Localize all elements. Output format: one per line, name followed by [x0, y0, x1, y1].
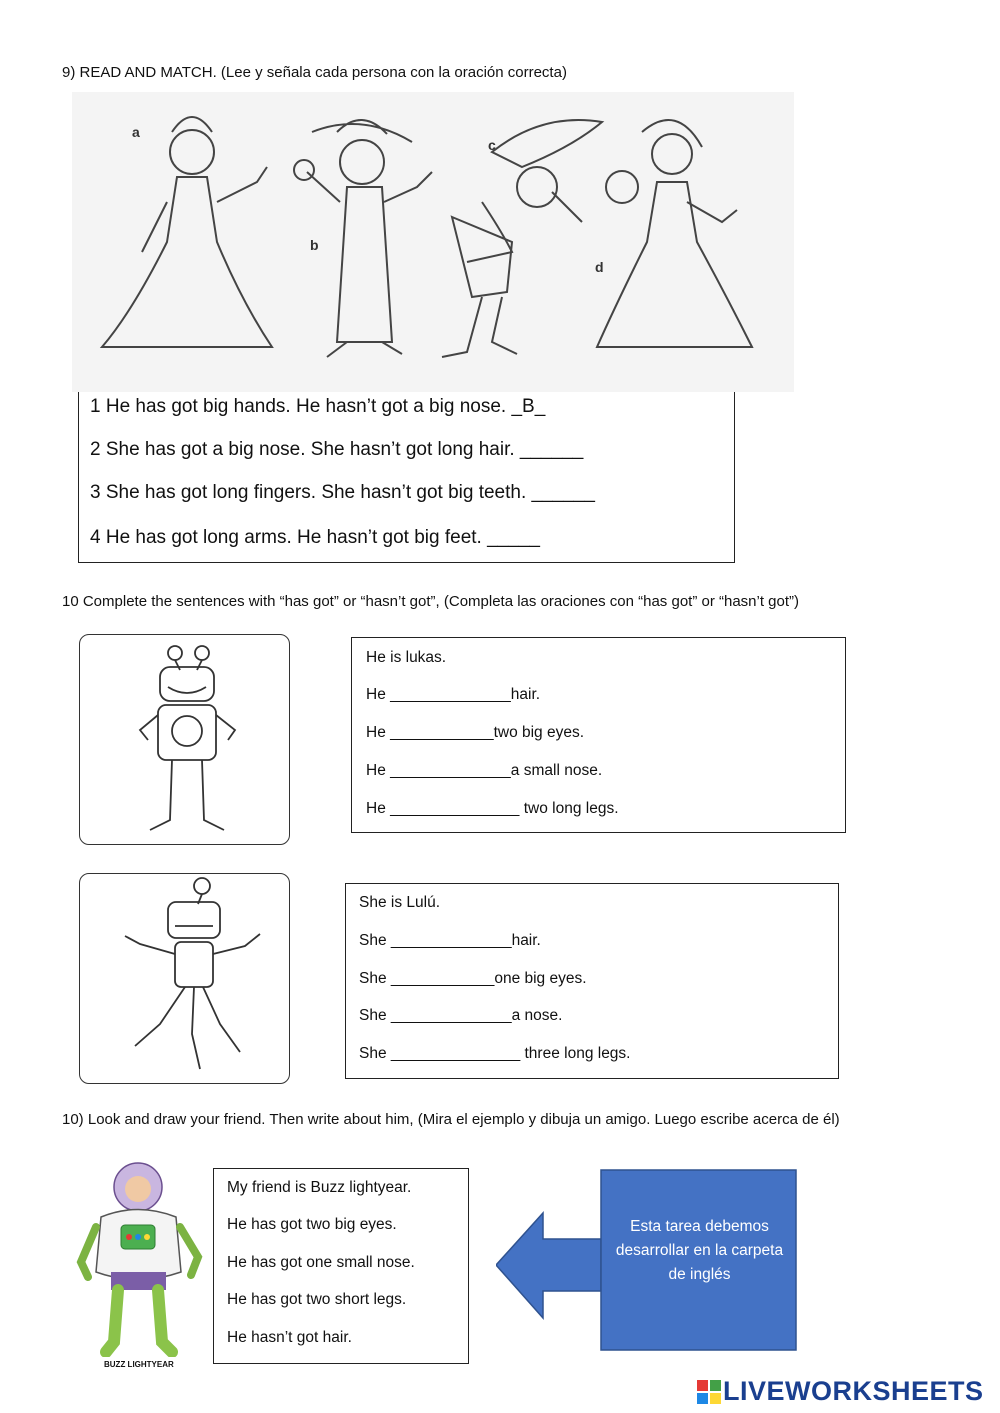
character-c	[442, 120, 602, 357]
fairy-tale-characters-illustration	[72, 92, 794, 392]
lulu-line-5[interactable]: She _______________ three long legs.	[359, 1045, 631, 1062]
lulu-line-1: She is Lulú.	[359, 894, 440, 911]
buzz-lightyear-picture	[76, 1157, 206, 1369]
liveworksheets-logo[interactable]	[697, 1376, 997, 1408]
buzz-line-4: He has got two short legs.	[227, 1291, 407, 1308]
match-sentence-3[interactable]: 3 She has got long fingers. She hasn’t got big teeth. ______	[90, 482, 595, 503]
lukas-line-2[interactable]: He ______________hair.	[366, 686, 541, 703]
letter-d: d	[595, 259, 604, 275]
robot-lulu-picture	[79, 873, 290, 1084]
letter-c: c	[488, 137, 496, 153]
lukas-line-5[interactable]: He _______________ two long legs.	[366, 800, 619, 817]
lulu-line-4[interactable]: She ______________a nose.	[359, 1007, 563, 1024]
lulu-line-2[interactable]: She ______________hair.	[359, 932, 541, 949]
section9-heading: 9) READ AND MATCH. (Lee y señala cada persona con la oración correcta)	[62, 64, 567, 81]
buzz-line-3: He has got one small nose.	[227, 1254, 415, 1271]
buzz-line-1: My friend is Buzz lightyear.	[227, 1179, 412, 1196]
lukas-line-1: He is lukas.	[366, 649, 447, 666]
match-sentences-box	[78, 392, 735, 563]
section10a-heading: 10 Complete the sentences with “has got” or “hasn’t got”, (Completa las oraciones con “has got” or “hasn’t got”)	[62, 593, 800, 610]
section10b-heading: 10) Look and draw your friend. Then write about him, (Mira el ejemplo y dibuja un amigo. Luego escribe acerca de él)	[62, 1111, 840, 1128]
liveworksheets-logo-icon	[697, 1380, 721, 1404]
robot-lukas-sentences-box	[351, 637, 846, 833]
buzz-line-5: He hasn’t got hair.	[227, 1329, 352, 1346]
match-sentence-2[interactable]: 2 She has got a big nose. She hasn’t got long hair. ______	[90, 439, 584, 460]
lukas-line-4[interactable]: He ______________a small nose.	[366, 762, 603, 779]
liveworksheets-logo-text: LIVEWORKSHEETS	[723, 1376, 984, 1406]
letter-a: a	[132, 124, 140, 140]
robot-lukas-picture	[79, 634, 290, 845]
lulu-line-3[interactable]: She ____________one big eyes.	[359, 970, 587, 987]
character-a	[102, 117, 272, 347]
buzz-caption: BUZZ LIGHTYEAR	[104, 1360, 174, 1369]
lukas-line-3[interactable]: He ____________two big eyes.	[366, 724, 585, 741]
buzz-line-2: He has got two big eyes.	[227, 1216, 397, 1233]
robot-lulu-sentences-box	[345, 883, 839, 1079]
homework-callout-arrow	[496, 1168, 798, 1352]
buzz-sentences-box	[213, 1168, 469, 1364]
match-sentence-4[interactable]: 4 He has got long arms. He hasn’t got big feet. _____	[90, 527, 540, 548]
match-sentence-1[interactable]: 1 He has got big hands. He hasn’t got a big nose. _B_	[90, 396, 546, 417]
homework-callout-text: Esta tarea debemos desarrollar en la carpeta de inglés	[615, 1218, 784, 1283]
letter-b: b	[310, 237, 319, 253]
character-d	[597, 120, 752, 347]
